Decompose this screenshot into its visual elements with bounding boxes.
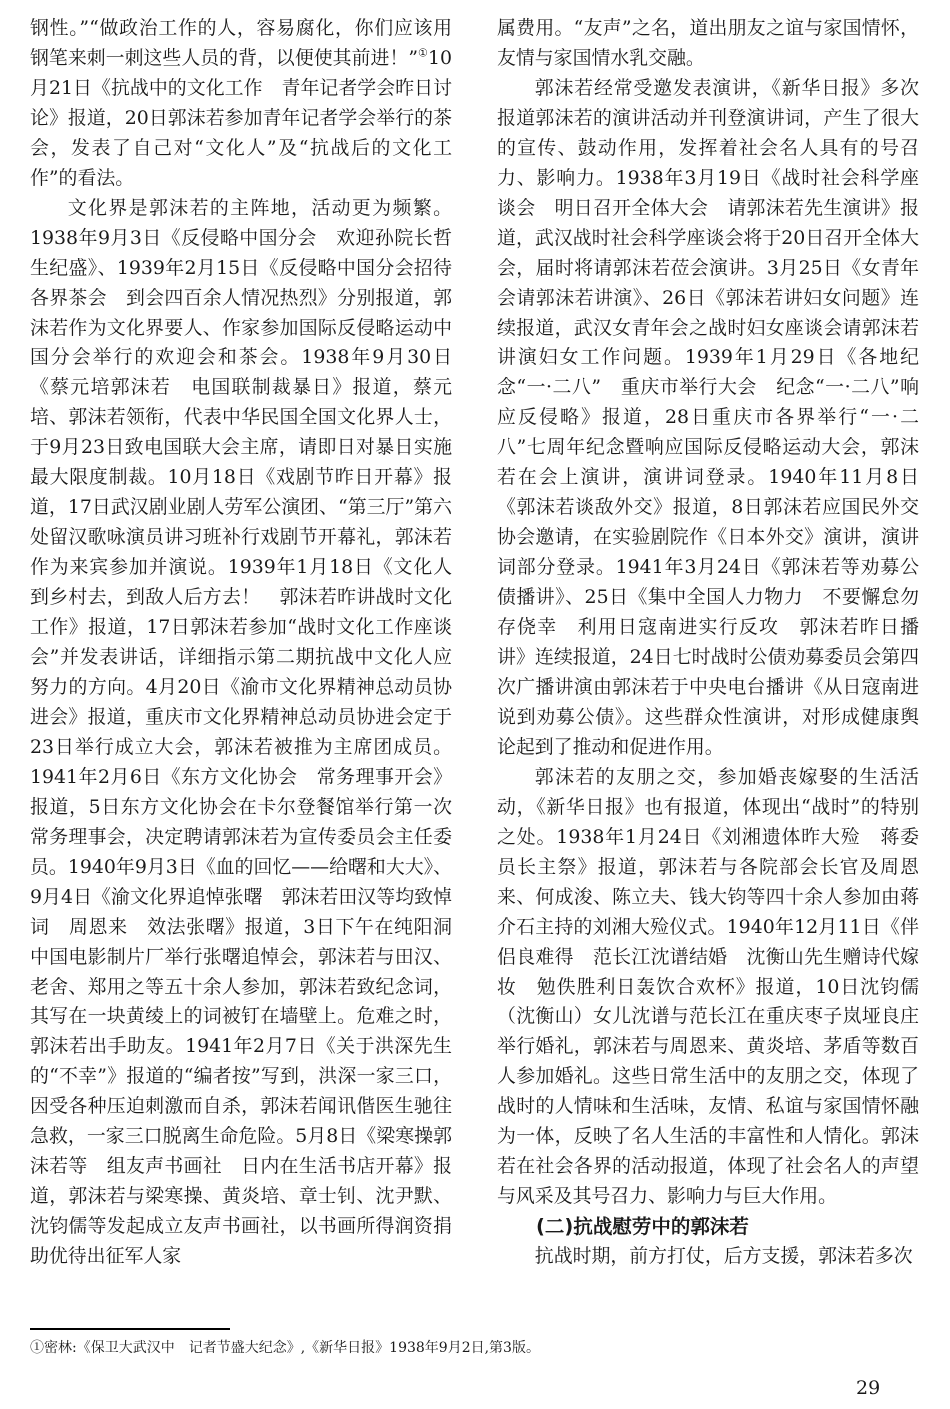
right-paragraph-4: 抗战时期，前方打仗，后方支援，郭沫若多次 bbox=[534, 1245, 913, 1268]
left-column bbox=[30, 14, 452, 1272]
left-paragraph-1-part-b: 10月21日《抗战中的文化工作 青年记者学会昨日讨论》报道，20日郭沫若参加青年记者学会举行的茶会，发表了自己对“文化人”及“抗战后的文化工作”的看法。 bbox=[30, 46, 452, 189]
left-paragraph-1-part-a: 钢性。”“做政治工作的人，容易腐化，你们应该用钢笔来刺一刺这些人员的背，以便使其前进！” bbox=[30, 17, 452, 69]
left-paragraph-2: 文化界是郭沫若的主阵地，活动更为频繁。1938年9月3日《反侵略中国分会 欢迎孙院长哲生纪盛》、1939年2月15日《反侵略中国分会招待各界茶会 到会四百余人情况热烈》分别报道，郭沫若作为文化界要人、作家参加国际反侵略运动中国分会举行的欢迎会和茶会。1938年9月30日《蔡元培郭沫若 电国联制裁暴日》报道，蔡元培、郭沫若领衔，代表中华民国全国文化界人士，于9月23日致电国联大会主席，请即日对暴日实施最大限度制裁。10月18日《戏剧节昨日开幕》报道，17日武汉剧业剧人劳军公演团、“第三厅”第六处留汉歌咏演员讲习班补行戏剧节开幕礼，郭沫若作为来宾参加并演说。1939年1月18日《文化人到乡村去，到敌人后方去！ 郭沫若昨讲战时文化工作》报道，17日郭沫若参加“战时文化工作座谈会”并发表讲话，详细指示第二期抗战中文化人应努力的方向。4月20日《渝市文化界精神总动员协进会》报道，重庆市文化界精神总动员协进会定于23日举行成立大会，郭沫若被推为主席团成员。1941年2月6日《东方文化协会 常务理事开会》报道，5日东方文化协会在卡尔登餐馆举行第一次常务理事会，决定聘请郭沫若为宣传委员会主任委员。1940年9月3日《血的回忆——给曙和大大》、9月4日《渝文化界追悼张曙 郭沫若田汉等均致悼词 周恩来 效法张曙》报道，3日下午在纯阳洞中国电影制片厂举行张曙追悼会，郭沫若与田汉、老舍、郑用之等五十余人参加，郭沫若致纪念词，其写在一块黄绫上的词被钉在墙壁上。危难之时，郭沫若出手助友。1941年2月7日《关于洪深先生的“不幸”》报道的“编者按”写到，洪深一家三口，因受各种压迫刺激而自杀，郭沫若闻讯偕医生驰往急救，一家三口脱离生命危险。5月8日《梁寒操郭沫若等 组友声书画社 日内在生活书店开幕》报道，郭沫若与梁寒操、黄炎培、章士钊、沈尹默、沈钧儒等发起成立友声书画社，以书画所得润资捐助优待出征军人家 bbox=[30, 196, 452, 1268]
right-paragraph-3: 郭沫若的友朋之交，参加婚丧嫁娶的生活活动，《新华日报》也有报道，体现出“战时”的特别之处。1938年1月24日《刘湘遗体昨大殓 蒋委员长主祭》报道，郭沫若与各院部会长官及周恩来、何成浚、陈立夫、钱大钧等四十余人参加由蒋介石主持的刘湘大殓仪式。1940年12月11日《伴侣良难得 范长江沈谱结婚 沈衡山先生赠诗代嫁妆 勉佚胜利日轰饮合欢杯》报道，10日沈钧儒（沈衡山）女儿沈谱与范长江在重庆枣子岚垭良庄举行婚礼，郭沫若与周恩来、黄炎培、茅盾等数百人参加婚礼。这些日常生活中的友朋之交，体现了战时的人情味和生活味，友情、私谊与家国情怀融为一体，反映了名人生活的丰富性和人情化。郭沫若在社会各界的活动报道，体现了社会名人的声望与风采及其号召力、影响力与巨大作用。 bbox=[497, 765, 919, 1208]
page-number: 29 bbox=[856, 1377, 881, 1399]
footnote-divider bbox=[30, 1328, 230, 1330]
footnote: ①密林:《保卫大武汉中 记者节盛大纪念》,《新华日报》1938年9月2日,第3版。 bbox=[30, 1340, 540, 1356]
right-paragraph-1: 属费用。“友声”之名，道出朋友之谊与家国情怀，友情与家国情水乳交融。 bbox=[497, 17, 919, 69]
left-paragraph-1 bbox=[30, 14, 452, 194]
right-column bbox=[497, 14, 919, 1272]
footnote-marker[interactable]: ① bbox=[418, 46, 428, 60]
section-heading: (二)抗战慰劳中的郭沫若 bbox=[536, 1215, 749, 1239]
right-paragraph-2: 郭沫若经常受邀发表演讲，《新华日报》多次报道郭沫若的演讲活动并刊登演讲词，产生了很大的宣传、鼓动作用，发挥着社会名人具有的号召力、影响力。1938年3月19日《战时社会科学座谈会 明日召开全体大会 请郭沫若先生演讲》报道，武汉战时社会科学座谈会将于20日召开全体大会，届时将请郭沫若莅会演讲。3月25日《女青年会请郭沫若讲演》、26日《郭沫若讲妇女问题》连续报道，武汉女青年会之战时妇女座谈会请郭沫若讲演妇女工作问题。1939年1月29日《各地纪念“一·二八” 重庆市举行大会 纪念“一·二八”响应反侵略》报道，28日重庆市各界举行“一·二八”七周年纪念暨响应国际反侵略运动大会，郭沫若在会上演讲，演讲词登录。1940年11月8日《郭沫若谈敌外交》报道，8日郭沫若应国民外交协会邀请，在实验剧院作《日本外交》演讲，演讲词部分登录。1941年3月24日《郭沫若等劝募公债播讲》、25日《集中全国人力物力 不要懈怠勿存侥幸 利用日寇南进实行反攻 郭沫若昨日播讲》连续报道，24日七时战时公债劝募委员会第四次广播讲演由郭沫若于中央电台播讲《从日寇南进说到劝募公债》。这些群众性演讲，对形成健康舆论起到了推动和促进作用。 bbox=[497, 76, 919, 758]
